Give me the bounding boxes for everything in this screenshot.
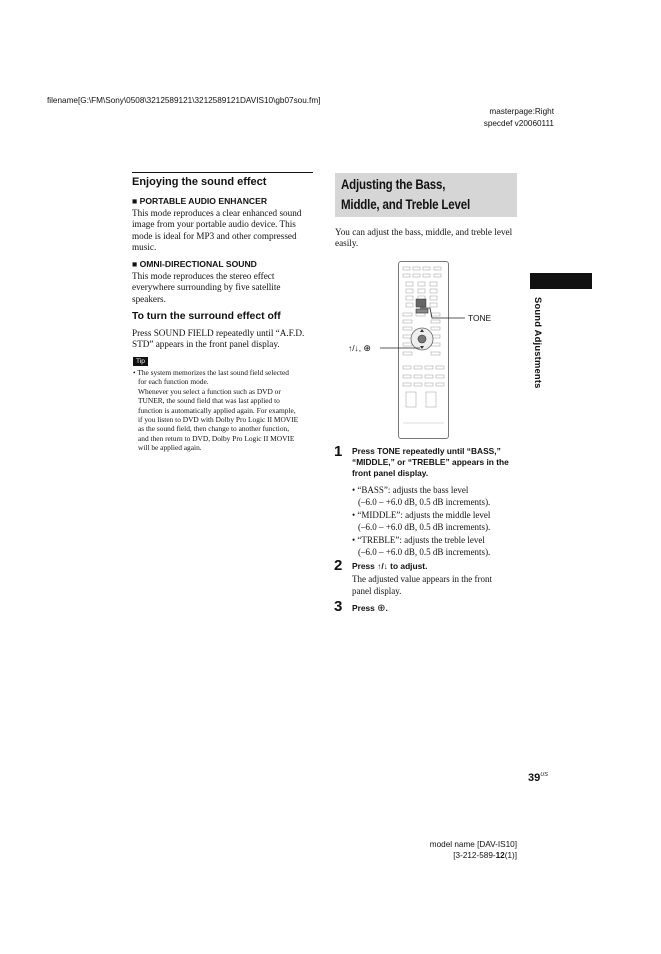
arrow-callout-label	[348, 343, 371, 354]
mode1-description	[132, 208, 301, 254]
surround-off-description	[132, 328, 304, 351]
text-line: will be applied again.	[138, 443, 202, 453]
mode2-description	[132, 271, 280, 305]
mode2-heading	[132, 259, 257, 269]
enter-button-icon: ⊕	[377, 603, 386, 614]
tip-text	[133, 368, 298, 453]
square-bullet-icon: ■	[132, 196, 138, 206]
text-line: easily.	[335, 238, 359, 249]
text-line: and then return to DVD, Dolby Pro Logic II MOVIE	[138, 433, 295, 443]
square-bullet-icon: ■	[132, 259, 138, 269]
text-line: Press SOUND FIELD repeatedly until “A.F.D.	[132, 328, 305, 338]
intro-text	[335, 227, 512, 250]
text-line: • The system memorizes the last sound field selected	[133, 368, 289, 377]
section-title: Enjoying the sound effect	[132, 176, 267, 188]
specdef-header: specdef v20060111	[483, 119, 554, 128]
code-prefix: [3-212-589-	[453, 851, 496, 860]
side-tab-bar	[530, 273, 592, 289]
model-name-footer: model name [DAV-IS10]	[429, 840, 517, 849]
text-line: STD” appears in the front panel display.	[132, 339, 280, 350]
section-title-box	[335, 173, 517, 217]
step-2-heading: Press ↑/↓ to adjust.	[352, 561, 428, 571]
callout-lines	[380, 300, 470, 360]
side-tab-label: Sound Adjustments	[533, 297, 544, 389]
step-3-press-text: Press	[352, 603, 375, 613]
bullet-line: • “MIDDLE”: adjusts the middle level	[352, 509, 491, 520]
text-line: mode is ideal for MP3 and other compressed	[132, 230, 297, 241]
step-1-bullets	[352, 484, 490, 558]
text-line: You can adjust the bass, middle, and treble level	[335, 227, 513, 237]
surround-off-title: To turn the surround effect off	[132, 311, 281, 322]
text-line: if you listen to DVD with Dolby Pro Logic II MOVIE	[138, 415, 299, 425]
bullet-line: (–6.0 – +6.0 dB, 0.5 dB increments).	[358, 497, 491, 508]
bullet-line: (–6.0 – +6.0 dB, 0.5 dB increments).	[358, 522, 491, 533]
code-suffix: (1)]	[504, 851, 517, 860]
step-3-number: 3	[334, 598, 343, 615]
step-1-number: 1	[334, 443, 343, 460]
filename-header: filename[G:\FM\Sony\0508\3212589121\3212589121DAVIS10\gb07sou.fm]	[47, 96, 321, 105]
step-2-number: 2	[334, 557, 343, 574]
tip-badge: Tip	[133, 357, 148, 366]
section-rule	[132, 172, 313, 173]
mode1-heading	[132, 196, 267, 206]
text-line: for each function mode.	[138, 377, 209, 387]
page-number-value: 39	[528, 772, 541, 784]
step-3-period: .	[385, 603, 388, 613]
text-line: Press TONE repeatedly until “BASS,”	[352, 446, 501, 456]
text-line: everywhere surrounding by five satellite	[132, 282, 281, 293]
text-line: This mode reproduces a clear enhanced sound	[132, 208, 302, 218]
enter-button-icon: ⊕	[363, 343, 371, 353]
text-line: front panel display.	[352, 468, 429, 479]
text-line: function is automatically applied again. For example,	[138, 405, 296, 415]
step-3-heading	[352, 603, 388, 614]
text-line: The adjusted value appears in the front	[352, 574, 492, 584]
step-2-description	[352, 573, 492, 598]
title-line-1: Adjusting the Bass,	[341, 177, 446, 192]
bullet-line: • “BASS”: adjusts the bass level	[352, 485, 469, 495]
model-code-footer	[453, 851, 517, 860]
mode1-title: PORTABLE AUDIO ENHANCER	[139, 196, 268, 206]
page-number-suffix: US	[540, 772, 549, 778]
masterpage-header: masterpage:Right	[489, 107, 554, 116]
text-line: “MIDDLE,” or “TREBLE” appears in the	[352, 457, 509, 468]
text-line: Whenever you select a function such as DVD or	[138, 386, 281, 396]
text-line: TUNER, the sound field that was last applied to	[138, 396, 280, 406]
title-line-2: Middle, and Treble Level	[341, 197, 470, 212]
bullet-line: • “TREBLE”: adjusts the treble level	[352, 534, 485, 545]
code-bold: 12	[495, 851, 505, 860]
text-line: image from your portable audio device. This	[132, 219, 296, 230]
page-number	[528, 772, 548, 784]
text-line: as the sound field, then change to another function,	[138, 424, 290, 434]
text-line: music.	[132, 242, 157, 253]
bullet-line: (–6.0 – +6.0 dB, 0.5 dB increments).	[358, 547, 491, 558]
tone-callout-label: TONE	[468, 313, 492, 323]
text-line: speakers.	[132, 293, 166, 304]
text-line: This mode reproduces the stereo effect	[132, 271, 275, 281]
text-line: panel display.	[352, 586, 402, 597]
arrow-keys-label: ↑/↓,	[348, 343, 362, 353]
mode2-title: OMNI-DIRECTIONAL SOUND	[139, 259, 257, 269]
step-1-heading	[352, 446, 509, 480]
